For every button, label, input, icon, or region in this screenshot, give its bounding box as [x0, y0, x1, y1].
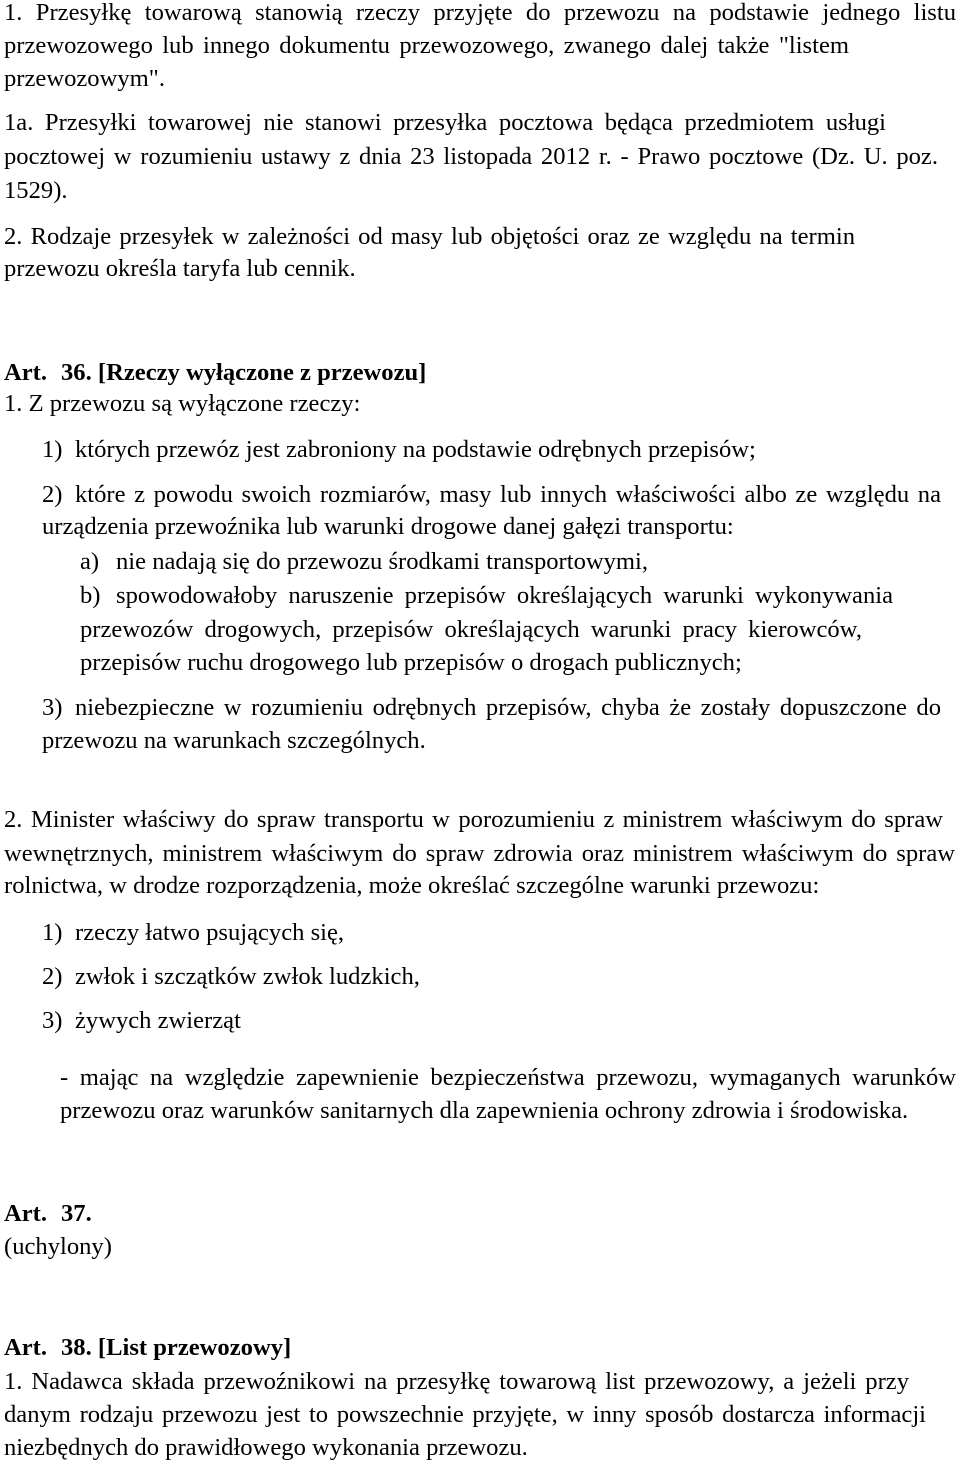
article-label: Art.	[4, 1334, 48, 1361]
article-title: [List przewozowy]	[97, 1334, 292, 1361]
paragraph-line: pocztowej w rozumieniu ustawy z dnia 23 listopada 2012 r. - Prawo pocztowe (Dz. U. poz.	[4, 143, 938, 170]
item-line	[42, 437, 756, 463]
list-item-3	[42, 1008, 241, 1034]
article-36-heading	[4, 360, 426, 386]
paragraph-line: 1529).	[4, 177, 68, 204]
paragraph-line: przewozu oraz warunków sanitarnych dla zapewnienia ochrony zdrowia i środowiska.	[60, 1097, 909, 1124]
item-text: rzeczy łatwo psujących się,	[75, 919, 345, 946]
item-line: przewozu na warunkach szczególnych.	[42, 727, 426, 754]
item-text: żywych zwierząt	[75, 1007, 241, 1034]
item-label: 1)	[42, 919, 63, 946]
paragraph-intro: 1. Z przewozu są wyłączone rzeczy:	[4, 390, 361, 417]
item-line	[42, 482, 941, 508]
paragraph-line: przewozowym".	[4, 65, 165, 92]
item-label: 3)	[42, 694, 63, 721]
item-label: 3)	[42, 1007, 63, 1034]
paragraph-line: danym rodzaju przewozu jest to powszechnie przyjęte, w inny sposób dostarcza informacji	[4, 1401, 926, 1428]
item-text: których przewóz jest zabroniony na podstawie odrębnych przepisów;	[75, 436, 756, 463]
sub-item-label: a)	[80, 548, 100, 575]
item-label: 1)	[42, 436, 63, 463]
item-text: niebezpieczne w rozumieniu odrębnych przepisów, chyba że zostały dopuszczone do	[75, 694, 941, 721]
paragraph-line: rolnictwa, w drodze rozporządzenia, może określać szczególne warunki przewozu:	[4, 872, 820, 899]
paragraph-line: niezbędnych do prawidłowego wykonania przewozu.	[4, 1434, 528, 1461]
paragraph-line: 2. Minister właściwy do spraw transportu w porozumieniu z ministrem właściwym do spraw	[4, 806, 943, 833]
article-label: Art.	[4, 359, 48, 386]
item-label: 2)	[42, 481, 63, 508]
sub-item-line: przepisów ruchu drogowego lub przepisów o drogach publicznych;	[80, 649, 742, 676]
sub-item-line	[80, 583, 893, 609]
article-37-heading	[4, 1201, 92, 1227]
article-number: 36.	[61, 359, 92, 386]
article-37-status: (uchylony)	[4, 1233, 112, 1260]
article-38-heading	[4, 1335, 291, 1361]
paragraph-line: 2. Rodzaje przesyłek w zależności od masy lub objętości oraz ze względu na termin	[4, 223, 855, 250]
item-text: zwłok i szczątków zwłok ludzkich,	[75, 963, 420, 990]
item-text: które z powodu swoich rozmiarów, masy lub innych właściwości albo ze względu na	[75, 481, 941, 508]
paragraph-line: przewozu określa taryfa lub cennik.	[4, 255, 356, 282]
paragraph-line: wewnętrznych, ministrem właściwym do spraw zdrowia oraz ministrem właściwym do spraw	[4, 840, 955, 867]
sub-item-text: spowodowałoby naruszenie przepisów określających warunki wykonywania	[116, 582, 893, 609]
sub-item-text: nie nadają się do przewozu środkami transportowymi,	[116, 548, 649, 575]
paragraph-line: - mając na względzie zapewnienie bezpieczeństwa przewozu, wymaganych warunków	[60, 1064, 956, 1091]
list-item-1	[42, 920, 344, 946]
paragraph-line: 1a. Przesyłki towarowej nie stanowi przesyłka pocztowa będąca przedmiotem usługi	[4, 109, 886, 136]
article-number: 38.	[61, 1334, 92, 1361]
list-item-2	[42, 964, 420, 990]
paragraph-line: przewozowego lub innego dokumentu przewozowego, zwanego dalej także "listem	[4, 32, 849, 59]
article-title: [Rzeczy wyłączone z przewozu]	[97, 359, 427, 386]
article-number: 37.	[61, 1200, 92, 1227]
sub-item-label: b)	[80, 582, 101, 609]
article-label: Art.	[4, 1200, 48, 1227]
sub-item-line: przewozów drogowych, przepisów określających warunki pracy kierowców,	[80, 616, 862, 643]
item-line	[42, 695, 941, 721]
item-line: urządzenia przewoźnika lub warunki drogowe danej gałęzi transportu:	[42, 513, 734, 540]
paragraph-line: 1. Przesyłkę towarową stanowią rzeczy przyjęte do przewozu na podstawie jednego listu	[4, 0, 956, 26]
item-label: 2)	[42, 963, 63, 990]
sub-item-line	[80, 549, 648, 575]
paragraph-line: 1. Nadawca składa przewoźnikowi na przesyłkę towarową list przewozowy, a jeżeli przy	[4, 1368, 909, 1395]
